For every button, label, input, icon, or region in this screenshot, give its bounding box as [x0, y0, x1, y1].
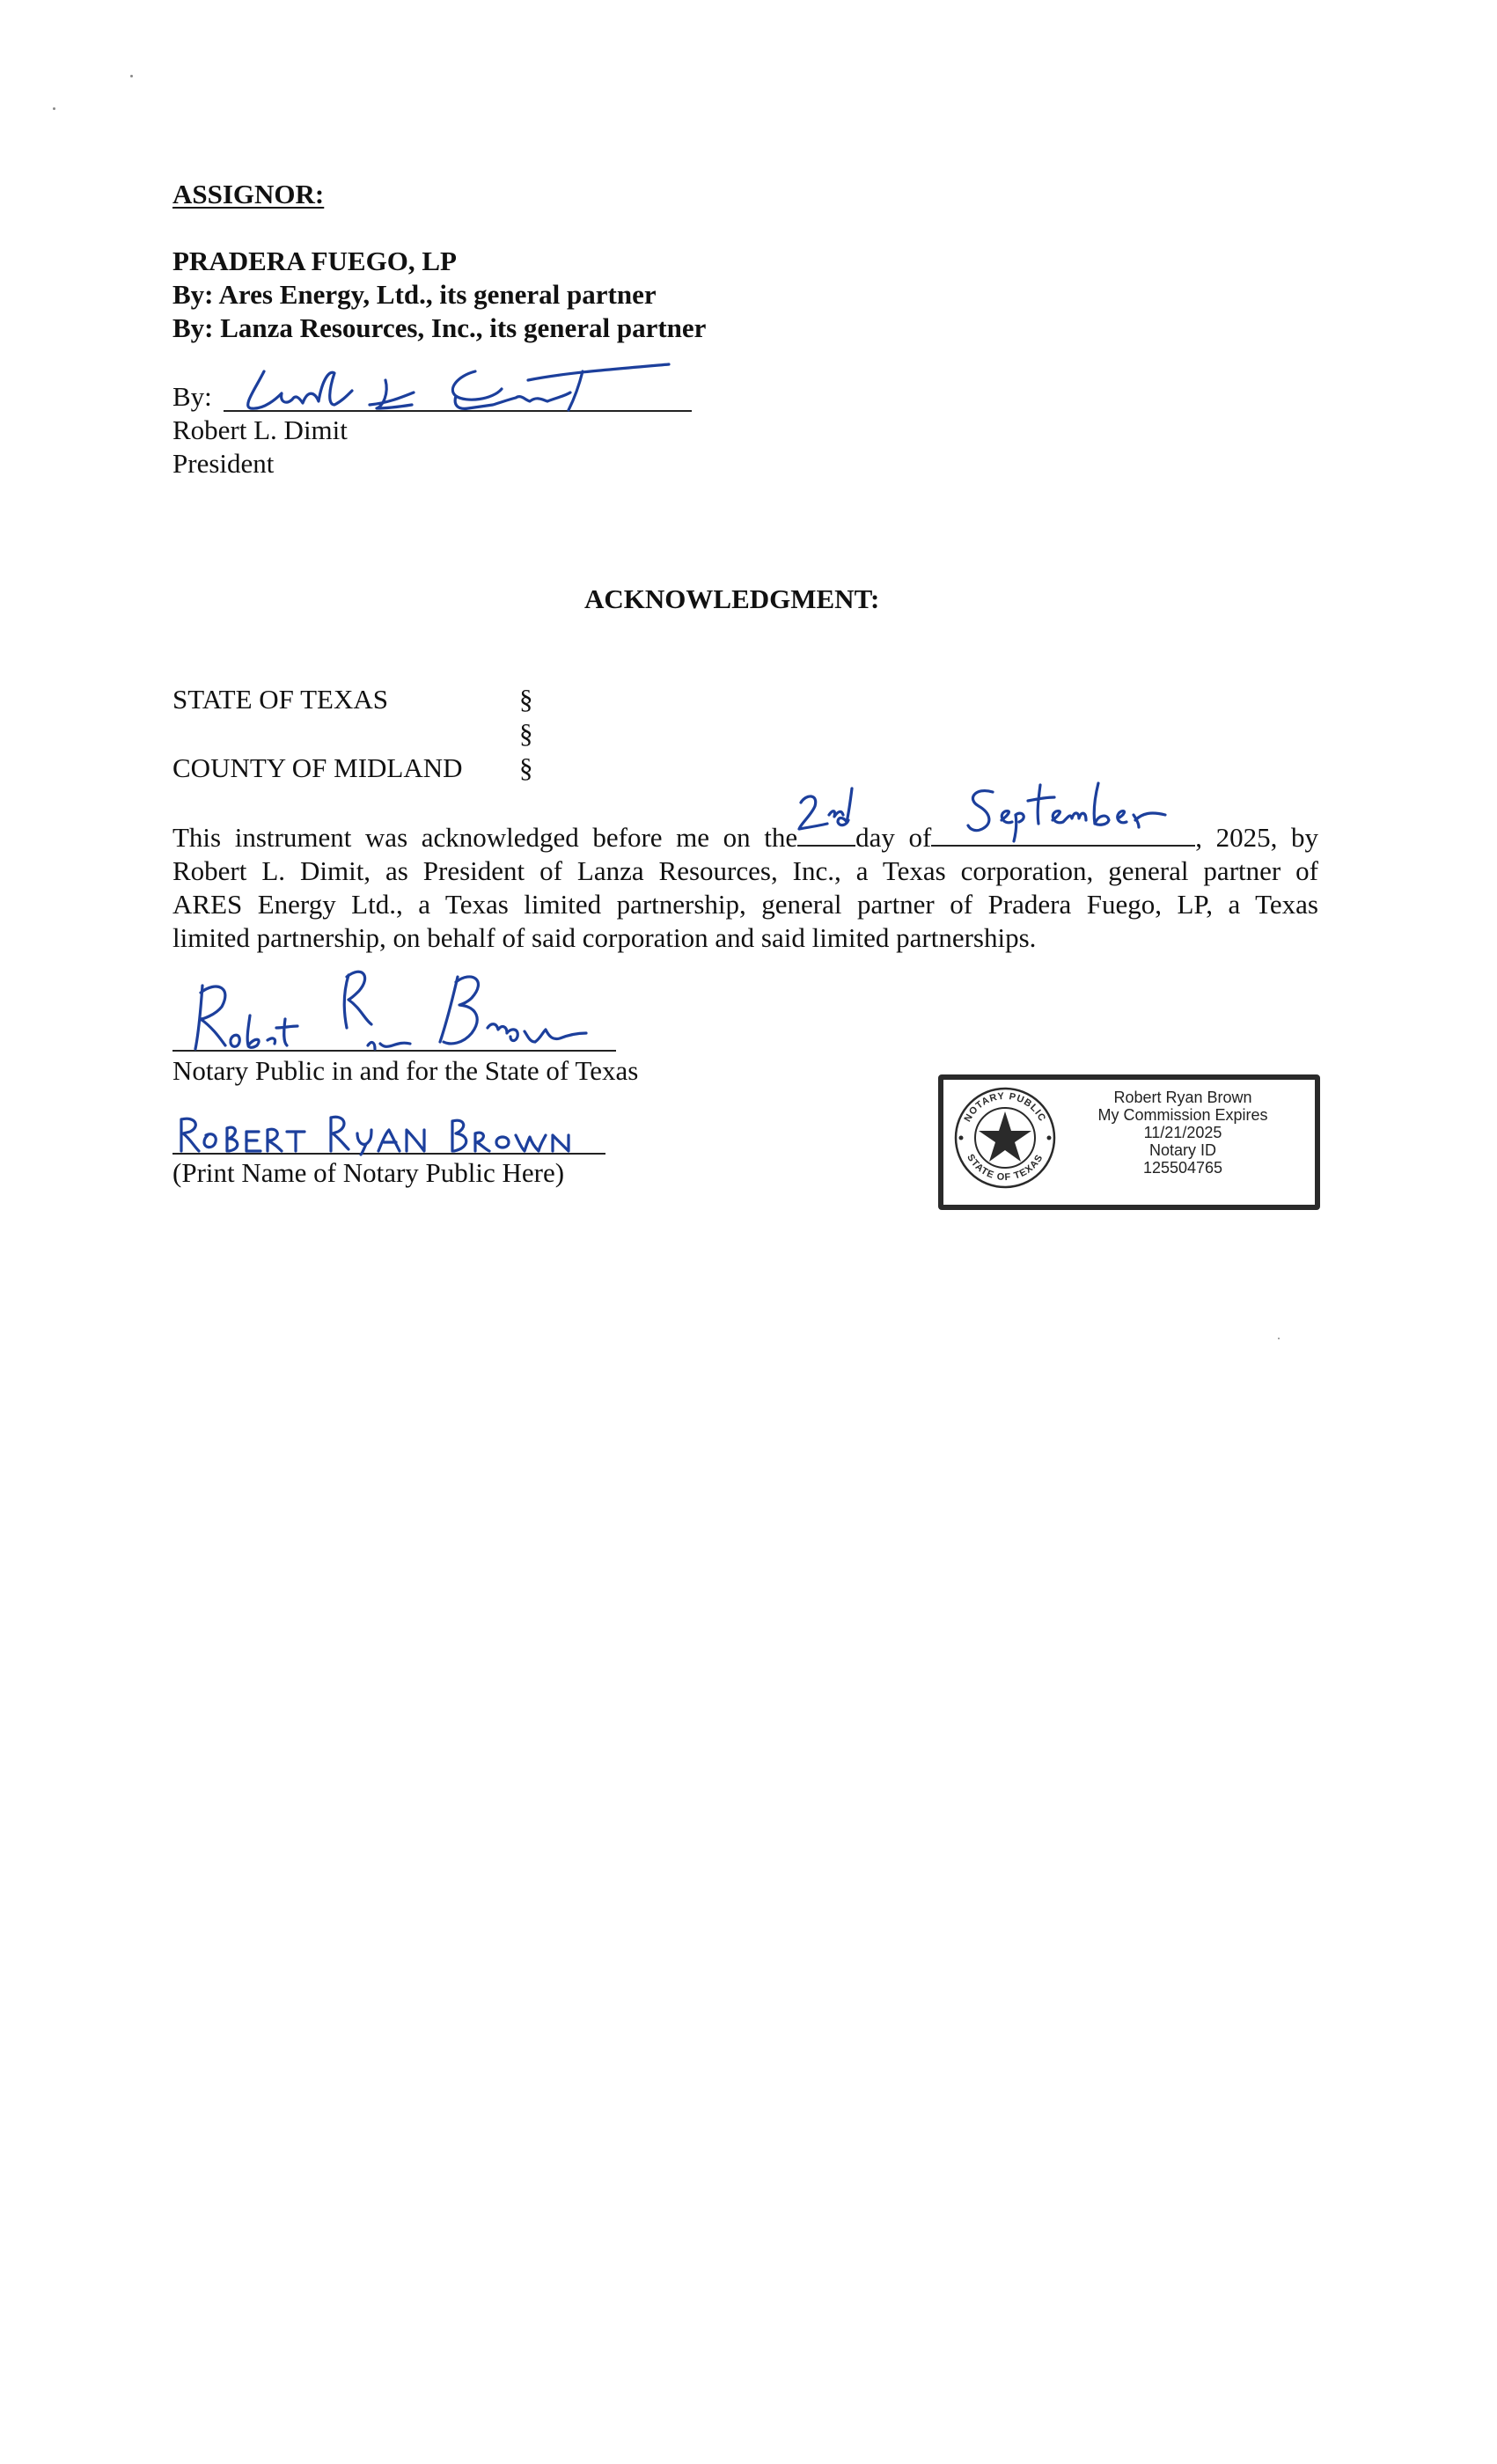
acknowledgment-line-4: limited partnership, on behalf of said corporation and said limited partnerships.: [172, 922, 1037, 953]
seal-ring-bottom-text: STATE OF TEXAS: [965, 1152, 1046, 1184]
stamp-commission-label: My Commission Expires: [1097, 1106, 1268, 1124]
seal-ring-top-text: NOTARY PUBLIC: [962, 1090, 1048, 1124]
month-fill-field: [931, 818, 1195, 847]
stamp-expiry-date: 11/21/2025: [1143, 1124, 1222, 1141]
assignor-signatory-name: Robert L. Dimit: [172, 414, 348, 445]
scan-speck: [1278, 1338, 1280, 1339]
acknowledgment-paragraph: [172, 818, 1318, 955]
state-of-texas: STATE OF TEXAS: [172, 684, 388, 715]
ack-text-day-of: day of: [855, 822, 932, 853]
notary-seal-icon: [950, 1083, 1060, 1192]
assignor-heading: ASSIGNOR:: [172, 179, 325, 209]
section-symbol-1: §: [519, 684, 533, 715]
county-of-midland: COUNTY OF MIDLAND: [172, 752, 463, 783]
notary-printed-name: [176, 1112, 598, 1156]
ack-text-after-month: , 2025, by: [1195, 822, 1318, 853]
notary-signature: [176, 957, 634, 1060]
notary-stamp: [938, 1074, 1320, 1210]
stamp-id-number: 125504765: [1142, 1159, 1223, 1177]
section-symbol-2: §: [519, 718, 533, 749]
stamp-notary-name: Robert Ryan Brown: [1113, 1089, 1252, 1106]
month-handwriting: [966, 780, 1195, 850]
assignor-by-line-2: By: Lanza Resources, Inc., its general partner: [172, 312, 707, 343]
stamp-id-label: Notary ID: [1148, 1141, 1217, 1159]
section-symbol-3: §: [519, 752, 533, 783]
day-handwriting: [794, 785, 864, 847]
scan-speck: [130, 75, 133, 77]
day-fill-field: [797, 818, 855, 847]
acknowledgment-line-2: Robert L. Dimit, as President of Lanza Resources, Inc., a Texas corporation, general partner of: [172, 855, 1318, 886]
acknowledgment-line-1: [172, 818, 1318, 854]
stamp-text-block: [1060, 1089, 1306, 1177]
assignor-entity-name: PRADERA FUEGO, LP: [172, 246, 457, 276]
notary-print-caption: (Print Name of Notary Public Here): [172, 1157, 565, 1188]
ack-text-before-day: This instrument was acknowledged before me on the: [172, 822, 798, 853]
scan-speck: [53, 107, 55, 110]
acknowledgment-heading: ACKNOWLEDGMENT:: [584, 583, 880, 614]
acknowledgment-line-3: ARES Energy Ltd., a Texas limited partnership, general partner of Pradera Fuego, LP, a Texas: [172, 889, 1318, 920]
assignor-signatory-title: President: [172, 448, 275, 479]
by-label: By:: [172, 381, 212, 412]
notary-caption: Notary Public in and for the State of Texas: [172, 1055, 639, 1086]
assignor-by-line-1: By: Ares Energy, Ltd., its general partner: [172, 279, 657, 310]
